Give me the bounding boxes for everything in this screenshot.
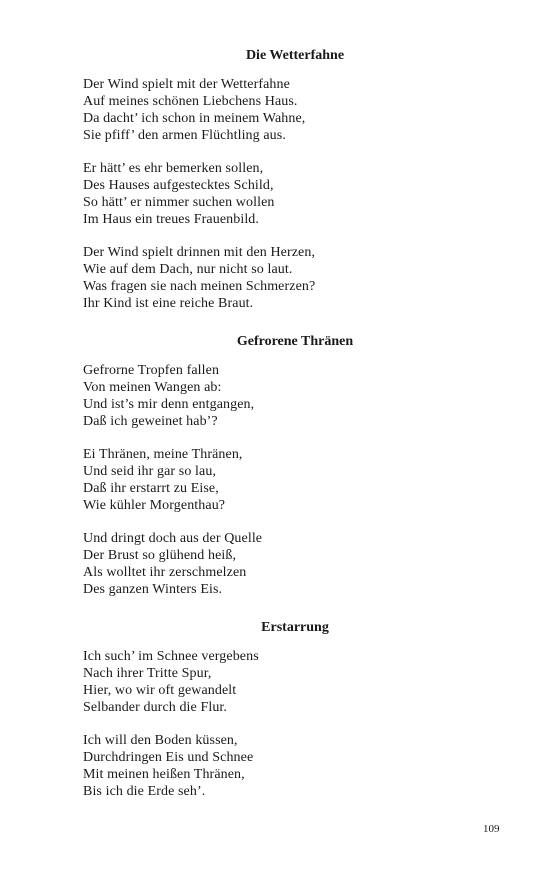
stanza [83, 362, 254, 430]
verse-line: Ihr Kind ist eine reiche Braut. [83, 296, 254, 311]
poem-title: Gefrorene Thränen [236, 334, 354, 349]
page-number: 109 [483, 823, 500, 835]
verse-line: Was fragen sie nach meinen Schmerzen? [83, 279, 316, 294]
verse-line: Als wolltet ihr zerschmelzen [83, 565, 247, 580]
verse-line: Im Haus ein treues Frauenbild. [83, 212, 260, 227]
verse-line: Der Brust so glühend heiß, [83, 548, 237, 563]
stanza [83, 76, 305, 144]
verse-line: Mit meinen heißen Thränen, [83, 767, 245, 782]
stanza [83, 530, 262, 598]
verse-line: Auf meines schönen Liebchens Haus. [83, 94, 298, 109]
verse-line: Gefrorne Tropfen fallen [83, 363, 220, 378]
verse-line: Wie auf dem Dach, nur nicht so laut. [83, 262, 293, 277]
stanza [83, 160, 275, 228]
verse-line: Bis ich die Erde seh’. [83, 784, 206, 799]
verse-line: Von meinen Wangen ab: [83, 380, 222, 395]
verse-line: Des ganzen Winters Eis. [83, 582, 223, 597]
verse-line: Der Wind spielt drinnen mit den Herzen, [83, 245, 316, 260]
stanza [83, 446, 243, 514]
verse-line: Wie kühler Morgenthau? [83, 498, 226, 513]
verse-line: Hier, wo wir oft gewandelt [83, 683, 237, 698]
stanza [83, 648, 259, 716]
verse-line: Durchdringen Eis und Schnee [83, 750, 254, 765]
verse-line: Sie pfiff’ den armen Flüchtling aus. [83, 128, 286, 143]
verse-line: Ich such’ im Schnee vergebens [83, 649, 259, 664]
verse-line: Und ist’s mir denn entgangen, [83, 397, 255, 412]
verse-line: Nach ihrer Tritte Spur, [83, 666, 212, 681]
verse-line: Daß ich geweinet hab’? [83, 414, 218, 429]
verse-line: Da dacht’ ich schon in meinem Wahne, [83, 111, 306, 126]
poem-title: Die Wetterfahne [245, 48, 345, 63]
verse-line: Ich will den Boden küssen, [83, 733, 238, 748]
stanza [83, 732, 253, 800]
verse-line: Selbander durch die Flur. [83, 700, 228, 715]
verse-line: Des Hauses aufgestecktes Schild, [83, 178, 274, 193]
verse-line: Und seid ihr gar so lau, [83, 464, 217, 479]
verse-line: Der Wind spielt mit der Wetterfahne [83, 77, 290, 92]
verse-line: So hätt’ er nimmer suchen wollen [83, 195, 275, 210]
verse-line: Daß ihr erstarrt zu Eise, [83, 481, 219, 496]
verse-line: Und dringt doch aus der Quelle [83, 531, 263, 546]
poem-title: Erstarrung [261, 620, 329, 635]
stanza [83, 244, 315, 312]
verse-line: Ei Thränen, meine Thränen, [83, 447, 243, 462]
verse-line: Er hätt’ es ehr bemerken sollen, [83, 161, 264, 176]
